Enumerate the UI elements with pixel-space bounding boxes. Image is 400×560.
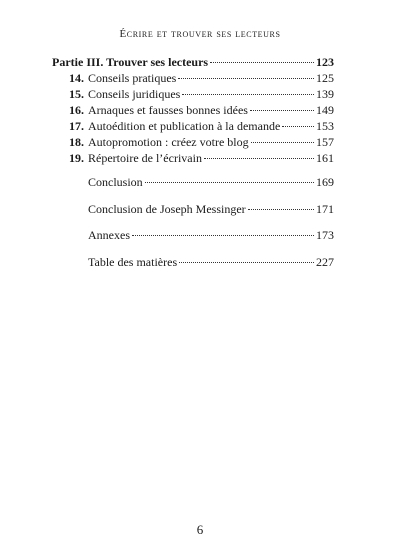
- toc-part-title: Partie III. Trouver ses lecteurs: [52, 55, 209, 69]
- toc-chapter-entry[interactable]: [52, 134, 334, 150]
- toc-page-number: 173: [316, 228, 334, 242]
- toc-part-entry[interactable]: [52, 54, 334, 70]
- toc-page-number: 125: [316, 71, 334, 85]
- toc-chapter-title: Autoédition et publication à la demande: [88, 119, 281, 133]
- dot-leader: [178, 78, 314, 79]
- toc-chapter-number: 14.: [69, 71, 84, 85]
- toc-chapter-number: 15.: [69, 87, 84, 101]
- dot-leader: [179, 262, 314, 263]
- toc-page-number: 139: [316, 87, 334, 101]
- toc-chapter-title: Conseils juridiques: [88, 87, 181, 101]
- toc-chapter-entry[interactable]: [52, 118, 334, 134]
- toc-page-number: 157: [316, 135, 334, 149]
- toc-page-number: 153: [316, 119, 334, 133]
- toc-backmatter-title: Annexes: [88, 228, 130, 242]
- dot-leader: [251, 142, 314, 143]
- toc-chapter-number: 19.: [69, 151, 84, 165]
- toc-backmatter-entry[interactable]: [52, 174, 334, 190]
- toc-backmatter-title: Table des matières: [88, 255, 178, 269]
- toc-page-number: 123: [316, 55, 334, 69]
- toc-chapter-number: 17.: [69, 119, 84, 133]
- toc-page-number: 171: [316, 202, 334, 216]
- dot-leader: [204, 158, 314, 159]
- toc-chapter-title: Conseils pratiques: [88, 71, 177, 85]
- dot-leader: [145, 182, 314, 183]
- toc-chapter-title: Répertoire de l’écrivain: [88, 151, 202, 165]
- toc-chapter-entry[interactable]: [52, 150, 334, 166]
- toc-backmatter-entry[interactable]: [52, 227, 334, 243]
- toc-page-number: 227: [316, 255, 334, 269]
- toc-chapter-number: 16.: [69, 103, 84, 117]
- dot-leader: [210, 62, 314, 63]
- toc-chapter-title: Autopromotion : créez votre blog: [88, 135, 249, 149]
- toc-backmatter-title: Conclusion: [88, 175, 143, 189]
- toc-chapter-entry[interactable]: [52, 70, 334, 86]
- dot-leader: [250, 110, 314, 111]
- toc-chapter-entry[interactable]: [52, 102, 334, 118]
- dot-leader: [182, 94, 314, 95]
- toc-backmatter-title: Conclusion de Joseph Messinger: [88, 202, 246, 216]
- toc-chapter-entry[interactable]: [52, 86, 334, 102]
- toc-page-number: 161: [316, 151, 334, 165]
- toc-backmatter-entry[interactable]: [52, 254, 334, 270]
- toc-page-number: 169: [316, 175, 334, 189]
- toc-backmatter-entry[interactable]: [52, 201, 334, 217]
- dot-leader: [132, 235, 314, 236]
- toc-page-number: 149: [316, 103, 334, 117]
- page-number: 6: [196, 522, 204, 537]
- toc-chapter-title: Arnaques et fausses bonnes idées: [88, 103, 248, 117]
- running-header: Écrire et trouver ses lecteurs: [119, 28, 281, 40]
- toc-chapter-number: 18.: [69, 135, 84, 149]
- dot-leader: [282, 126, 314, 127]
- dot-leader: [248, 209, 314, 210]
